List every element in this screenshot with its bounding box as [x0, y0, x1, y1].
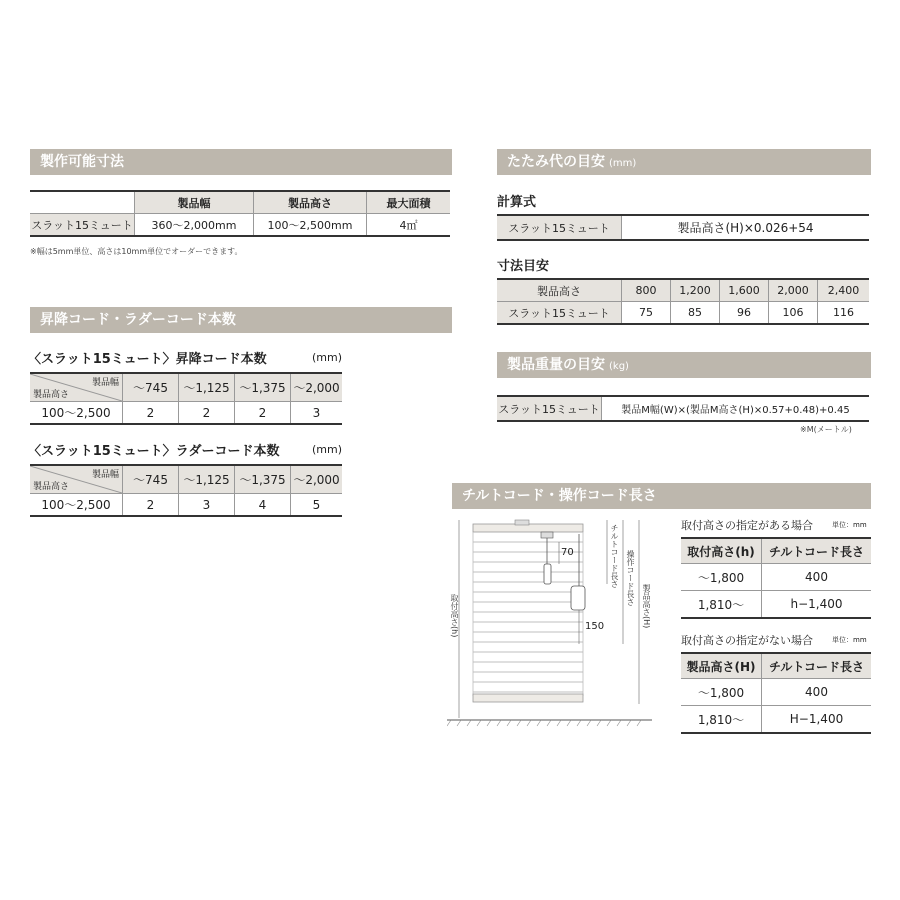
weight-formula: 製品M幅(W)×(製品M高さ(H)×0.57+0.48)+0.45 — [602, 396, 870, 421]
ladder-row-label: 100〜2,500 — [41, 498, 111, 512]
dim-150-label: 150 — [585, 621, 605, 632]
lift-value: 2 — [179, 402, 235, 425]
guide-value: 106 — [769, 302, 818, 325]
specified-title: 取付高さの指定がある場合 — [681, 519, 813, 532]
guide-row-label: スラット15ミュート — [497, 302, 622, 325]
lift-width-col: 〜1,375 — [235, 373, 291, 402]
unspecified-row-range: 1,810〜 — [697, 712, 745, 727]
unspecified-title: 取付高さの指定がない場合 — [681, 634, 813, 647]
lift-cord-table — [30, 372, 342, 425]
lift-cord-corner — [30, 373, 123, 402]
weight-table — [497, 395, 869, 422]
formula-label: スラット15ミュート — [497, 215, 622, 240]
stack-section-header — [497, 149, 871, 175]
lift-cord-row — [30, 402, 342, 425]
install-height-label: 取付高さ(h) — [450, 594, 459, 638]
blind-illustration — [447, 514, 657, 734]
lift-corner-height: 製品高さ — [33, 390, 70, 400]
ladder-cord-header-row — [30, 465, 342, 494]
specified-table — [681, 537, 871, 619]
specified-header-row — [681, 538, 871, 564]
lift-cord-unit: (mm) — [312, 351, 343, 364]
guide-value: 85 — [671, 302, 720, 325]
stack-title: たたみ代の目安 — [507, 154, 605, 170]
ladder-width-col: 〜1,125 — [179, 465, 235, 494]
sizes-title: 製作可能寸法 — [40, 154, 124, 170]
lift-value: 3 — [291, 402, 343, 425]
lift-cord-title: 〈スラット15ミュート〉昇降コード本数 — [28, 352, 267, 367]
formula-table — [497, 214, 869, 241]
weight-note: ※M(メートル) — [800, 425, 852, 434]
ladder-value: 3 — [179, 494, 235, 517]
specified-unit: 単位：mm — [832, 521, 867, 529]
specified-header-install: 取付高さ(h) — [681, 538, 762, 564]
ladder-value: 4 — [235, 494, 291, 517]
sizes-header-width: 製品幅 — [135, 191, 254, 214]
guide-header-row — [497, 279, 869, 302]
ladder-value: 5 — [291, 494, 343, 517]
ladder-corner-height: 製品高さ — [33, 482, 70, 492]
cords-section-header — [30, 307, 452, 333]
ladder-cord-corner — [30, 465, 123, 494]
guide-header-label: 製品高さ — [497, 279, 622, 302]
guide-height-col: 2,400 — [818, 279, 870, 302]
tilt-cord-length-label: チルトコード長さ — [610, 524, 619, 588]
lift-width-col: 〜1,125 — [179, 373, 235, 402]
guide-table — [497, 278, 869, 325]
ladder-value: 2 — [123, 494, 179, 517]
ladder-width-col: 〜1,375 — [235, 465, 291, 494]
stack-unit: (mm) — [609, 158, 637, 169]
formula-row — [497, 215, 869, 240]
formula-value: 製品高さ(H)×0.026+54 — [622, 215, 870, 240]
ladder-width-col: 〜2,000 — [291, 465, 343, 494]
guide-height-col: 800 — [622, 279, 671, 302]
guide-value: 75 — [622, 302, 671, 325]
specified-row-length: h−1,400 — [762, 591, 872, 619]
unspecified-row — [681, 679, 871, 706]
lift-corner-width: 製品幅 — [91, 378, 119, 388]
ladder-cord-table — [30, 464, 342, 517]
ladder-corner-width: 製品幅 — [91, 470, 119, 480]
sizes-row-label: スラット15ミュート — [30, 214, 135, 237]
sizes-header-row — [30, 191, 450, 214]
specified-row-range: 〜1,800 — [681, 564, 762, 591]
sizes-section-header — [30, 149, 452, 175]
unspecified-row-length: 400 — [762, 679, 872, 706]
unspecified-row-length: H−1,400 — [762, 706, 872, 734]
weight-title: 製品重量の目安 — [507, 357, 605, 373]
unspecified-row — [681, 706, 871, 734]
sizes-max-area: 4㎡ — [367, 214, 451, 237]
ladder-cord-unit: (mm) — [312, 443, 343, 456]
formula-subtitle: 計算式 — [497, 195, 537, 210]
guide-value: 116 — [818, 302, 870, 325]
dim-70-label: 70 — [561, 547, 574, 558]
specified-row-length: 400 — [762, 564, 872, 591]
sizes-note: ※幅は5mm単位、高さは10mm単位でオーダーできます。 — [30, 247, 243, 256]
unspecified-header-row — [681, 653, 871, 679]
ladder-width-col: 〜745 — [123, 465, 179, 494]
weight-label: スラット15ミュート — [497, 396, 602, 421]
op-cord-length-label: 操作コード長さ — [626, 550, 635, 606]
lift-value: 2 — [235, 402, 291, 425]
weight-row — [497, 396, 869, 421]
specified-row — [681, 591, 871, 619]
unspecified-header-height: 製品高さ(H) — [681, 653, 762, 679]
sizes-row — [30, 214, 450, 237]
lift-width-col: 〜745 — [123, 373, 179, 402]
sizes-height-range: 100〜2,500mm — [254, 214, 367, 237]
specified-header-tilt: チルトコード長さ — [762, 538, 872, 564]
guide-height-col: 2,000 — [769, 279, 818, 302]
unspecified-row-range: 〜1,800 — [681, 679, 762, 706]
lift-row-label: 100〜2,500 — [41, 406, 111, 420]
tilt-title: チルトコード・操作コード長さ — [462, 488, 657, 504]
unspecified-unit: 単位：mm — [832, 636, 867, 644]
guide-subtitle: 寸法目安 — [497, 259, 550, 274]
guide-row — [497, 302, 869, 325]
tilt-diagram — [447, 514, 657, 734]
specified-row-range: 1,810〜 — [697, 597, 745, 612]
guide-value: 96 — [720, 302, 769, 325]
lift-value: 2 — [123, 402, 179, 425]
sizes-header-height: 製品高さ — [254, 191, 367, 214]
ladder-cord-title: 〈スラット15ミュート〉ラダーコード本数 — [28, 444, 280, 459]
tilt-section-header — [452, 483, 871, 509]
weight-section-header — [497, 352, 871, 378]
cords-title: 昇降コード・ラダーコード本数 — [40, 312, 236, 328]
lift-cord-header-row — [30, 373, 342, 402]
guide-height-col: 1,200 — [671, 279, 720, 302]
sizes-table — [30, 190, 450, 237]
sizes-header-area: 最大面積 — [367, 191, 451, 214]
sizes-width-range: 360〜2,000mm — [135, 214, 254, 237]
ladder-cord-row — [30, 494, 342, 517]
specified-row — [681, 564, 871, 591]
unspecified-table — [681, 652, 871, 734]
lift-width-col: 〜2,000 — [291, 373, 343, 402]
unspecified-header-tilt: チルトコード長さ — [762, 653, 872, 679]
guide-height-col: 1,600 — [720, 279, 769, 302]
weight-unit: (kg) — [609, 361, 629, 372]
product-height-label: 製品高さ(H) — [642, 584, 651, 629]
